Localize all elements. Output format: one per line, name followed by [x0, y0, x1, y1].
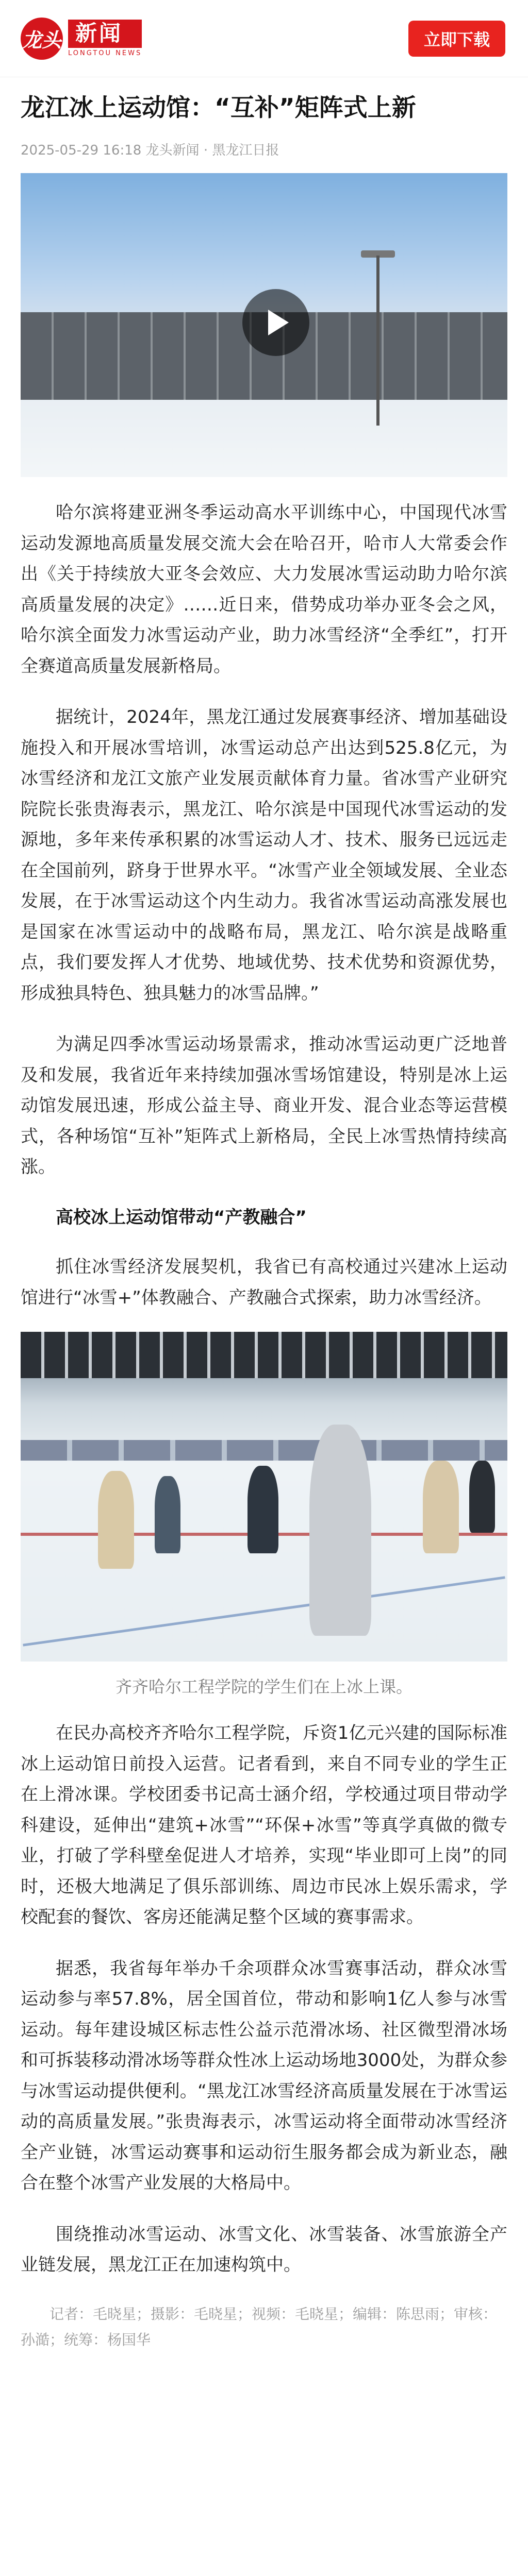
- article-body: [0, 77, 528, 2374]
- article-credits: 记者：毛晓星；摄影：毛晓星；视频：毛晓星；编辑：陈思雨；审核：孙澔；统筹：杨国华: [21, 2305, 498, 2349]
- logo-mark-icon: 龙头: [21, 18, 63, 60]
- logo-text: [68, 20, 142, 57]
- photo-caption: 齐齐哈尔工程学院的学生们在上冰上课。: [115, 1677, 412, 1697]
- article-paragraph: 哈尔滨将建亚洲冬季运动高水平训练中心，中国现代冰雪运动发源地高质量发展交流大会在哈召开，哈市人大常委会作出《关于持续放大亚冬会效应、大力发展冰雪运动助力哈尔滨高质量发展的决定》……近日来，借势成功举办亚冬会之风，哈尔滨全面发力冰雪运动产业，助力冰雪经济“全季红”，打开全赛道高质量发展新格局。: [21, 502, 507, 676]
- article-paragraph: 据统计，2024年，黑龙江通过发展赛事经济、增加基础设施投入和开展冰雪培训，冰雪运动总产出达到525.8亿元，为冰雪经济和龙江文旅产业发展贡献体育力量。省冰雪产业研究院院长张贵海表示，黑龙江、哈尔滨是中国现代冰雪运动的发源地，多年来传承积累的冰雪运动人才、技术、服务已远远走在全国前列，跻身于世界水平。“冰雪产业全领域发展、全业态发展，在于冰雪运动这个内生动力。我省冰雪运动高涨发展也是国家在冰雪运动中的战略布局，黑龙江、哈尔滨是战略重点，我们要发挥人才优势、地域优势、技术优势和资源优势，形成独具特色、独具魅力的冰雪品牌。”: [21, 707, 507, 1004]
- app-logo[interactable]: [21, 18, 142, 60]
- photo-skater: [155, 1476, 180, 1553]
- photo-ice-line: [23, 1577, 505, 1647]
- logo-subtitle: LONGTOU NEWS: [68, 49, 142, 57]
- article-paragraph: 围绕推动冰雪运动、冰雪文化、冰雪装备、冰雪旅游全产业链发展，黑龙江正在加速构筑中。: [21, 2224, 507, 2276]
- play-icon[interactable]: [242, 289, 309, 356]
- download-button[interactable]: 立即下载: [408, 21, 505, 57]
- photo-arena-roof: [21, 1332, 507, 1378]
- video-player[interactable]: [21, 173, 507, 477]
- article-paragraph: 为满足四季冰雪运动场景需求，推动冰雪运动更广泛地普及和发展，我省近年来持续加强冰雪场馆建设，特别是冰上运动馆发展迅速，形成公益主导、商业开发、混合业态等运营模式，各种场馆“互补”矩阵式上新格局，全民上冰雪热情持续高涨。: [21, 1034, 507, 1178]
- article-paragraph: 据悉，我省每年举办千余项群众冰雪赛事活动，群众冰雪运动参与率57.8%，居全国首位，带动和影响1亿人参与冰雪运动。每年建设城区标志性公益示范滑冰场、社区微型滑冰场和可拆装移动滑冰场等群众性冰上运动场地3000处，为群众参与冰雪运动提供便利。“黑龙江冰雪经济高质量发展在于冰雪运动的高质量发展。”张贵海表示，冰雪运动将全面带动冰雪经济全产业链，冰雪运动赛事和运动衍生服务都会成为新业态，融合在整个冰雪产业发展的大格局中。: [21, 1958, 507, 2194]
- photo-skater: [98, 1471, 134, 1569]
- article-photo[interactable]: [21, 1332, 507, 1662]
- photo-skater: [423, 1461, 459, 1553]
- article-meta: 2025-05-29 16:18 龙头新闻 · 黑龙江日报: [21, 143, 279, 159]
- article-paragraph: 在民办高校齐齐哈尔工程学院，斥资1亿元兴建的国际标准冰上运动馆日前投入运营。记者看到，来自不同专业的学生正在上滑冰课。学校团委书记高士涵介绍，学校通过项目带动学科建设，延伸出“建筑+冰雪”“环保+冰雪”等真学真做的微专业，打破了学科壁垒促进人才培养，实现“毕业即可上岗”的同时，还极大地满足了俱乐部训练、周边市民冰上娱乐需求，学校配套的餐饮、客房还能满足整个区域的赛事需求。: [21, 1723, 507, 1928]
- article-title: 龙江冰上运动馆：“互补”矩阵式上新: [21, 94, 416, 122]
- video-thumbnail-lamp-post: [376, 256, 380, 426]
- article-paragraph: 抓住冰雪经济发展契机，我省已有高校通过兴建冰上运动馆进行“冰雪+”体教融合、产教融合式探索，助力冰雪经济。: [21, 1257, 507, 1308]
- logo-name: 新闻: [68, 20, 142, 47]
- section-heading: 高校冰上运动馆带动“产教融合”: [56, 1207, 307, 1228]
- photo-skater: [248, 1466, 278, 1553]
- app-header: [0, 0, 528, 77]
- photo-rink-boards: [21, 1440, 507, 1461]
- photo-skater: [469, 1461, 495, 1533]
- photo-skater: [309, 1425, 371, 1636]
